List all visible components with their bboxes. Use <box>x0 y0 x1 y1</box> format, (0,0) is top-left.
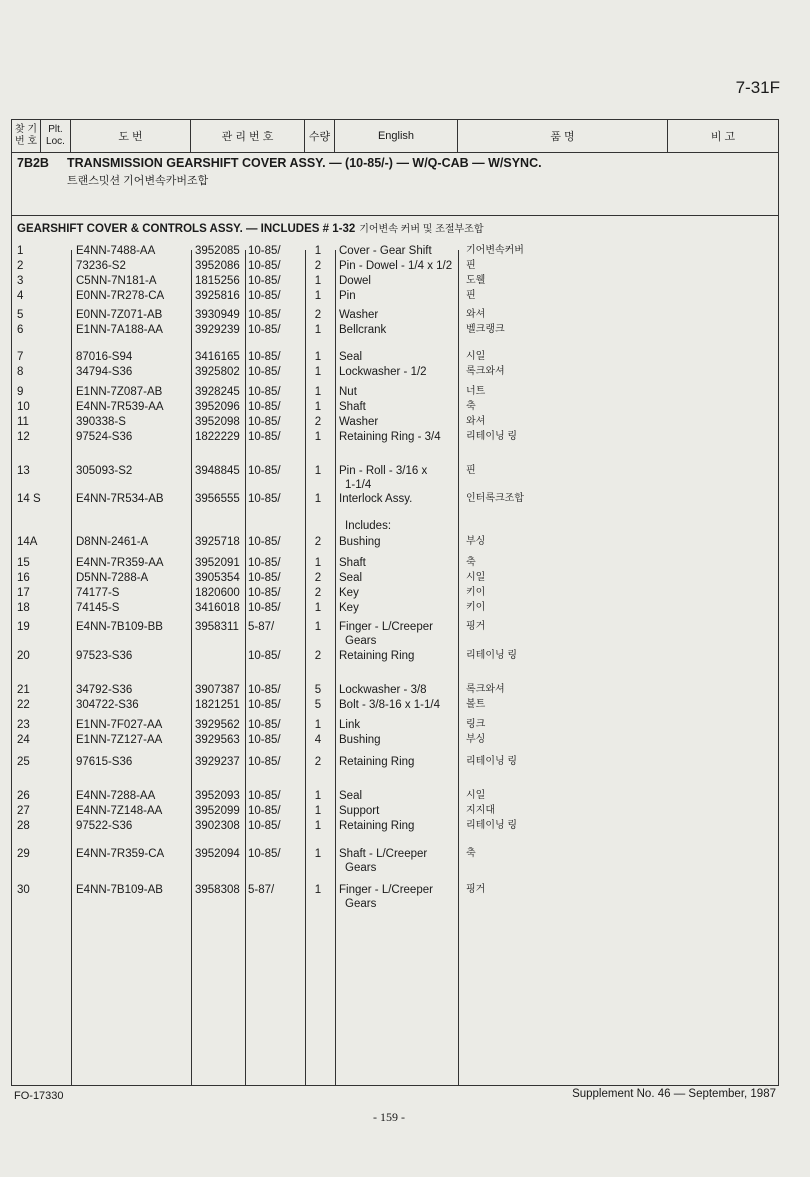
cell-mgmt-no: 3952099 <box>195 805 240 817</box>
cell-korean-name: 핀 <box>466 260 476 271</box>
cell-part-no: 390338-S <box>76 416 126 428</box>
cell-english-name: Pin <box>339 290 356 302</box>
cell-english-name: Cover - Gear Shift <box>339 245 432 257</box>
cell-mgmt-no: 3956555 <box>195 493 240 505</box>
cell-korean-name: 록크와셔 <box>466 684 505 695</box>
cell-english-name: Lockwasher - 3/8 <box>339 684 427 696</box>
cell-index-no: 5 <box>17 309 24 321</box>
cell-qty: 1 <box>314 366 322 378</box>
cell-english-name: Bolt - 3/8-16 x 1-1/4 <box>339 699 440 711</box>
cell-mgmt-no: 3952085 <box>195 245 240 257</box>
cell-date: 5-87/ <box>248 621 275 633</box>
cell-mgmt-no: 3952093 <box>195 790 240 802</box>
cell-english-name: Washer <box>339 416 379 428</box>
cell-mgmt-no: 3925816 <box>195 290 240 302</box>
cell-part-no: 97522-S36 <box>76 820 133 832</box>
cell-mgmt-no: 3929562 <box>195 719 240 731</box>
cell-part-no: E0NN-7Z071-AB <box>76 309 163 321</box>
cell-index-no: 28 <box>17 820 30 832</box>
cell-date: 10-85/ <box>248 734 281 746</box>
cell-index-no: 19 <box>17 621 30 633</box>
cell-mgmt-no: 3952091 <box>195 557 240 569</box>
cell-english-name-cont: Gears <box>345 898 377 910</box>
cell-qty: 1 <box>314 431 322 443</box>
cell-mgmt-no: 3925802 <box>195 366 240 378</box>
assembly-code: 7B2B <box>17 156 49 170</box>
cell-english-name: Bushing <box>339 734 381 746</box>
cell-date: 10-85/ <box>248 351 281 363</box>
cell-mgmt-no: 3416018 <box>195 602 240 614</box>
cell-english-name: Finger - L/Creeper <box>339 621 433 633</box>
header-index-no-line1: 찾 기 <box>14 124 38 135</box>
parts-table <box>11 119 779 1086</box>
cell-mgmt-no: 3902308 <box>195 820 240 832</box>
cell-date: 10-85/ <box>248 309 281 321</box>
cell-index-no: 24 <box>17 734 30 746</box>
cell-qty: 1 <box>314 790 322 802</box>
cell-index-no: 9 <box>17 386 24 398</box>
cell-part-no: 97524-S36 <box>76 431 133 443</box>
cell-korean-name: 리테이닝 링 <box>466 650 518 661</box>
cell-date: 10-85/ <box>248 465 281 477</box>
cell-qty: 4 <box>314 734 322 746</box>
cell-korean-name: 리테이닝 링 <box>466 756 518 767</box>
cell-english-name: Key <box>339 587 359 599</box>
cell-english-name: Includes: <box>345 520 392 532</box>
cell-date: 10-85/ <box>248 805 281 817</box>
cell-mgmt-no: 1822229 <box>195 431 240 443</box>
cell-qty: 2 <box>314 536 322 548</box>
cell-english-name: Shaft <box>339 557 366 569</box>
cell-qty: 1 <box>314 465 322 477</box>
header-index-no-line2: 번 호 <box>14 136 38 147</box>
header-index-no <box>12 120 41 152</box>
header-plt-line2: Loc. <box>46 136 65 147</box>
cell-english-name: Retaining Ring <box>339 756 415 768</box>
cell-index-no: 14A <box>17 536 38 548</box>
cell-part-no: 304722-S36 <box>76 699 139 711</box>
cell-qty: 5 <box>314 699 322 711</box>
header-qty: 수량 <box>305 120 335 152</box>
cell-korean-name: 도웰 <box>466 275 486 286</box>
cell-korean-name: 와셔 <box>466 416 486 427</box>
cell-mgmt-no: 3930949 <box>195 309 240 321</box>
cell-english-name: Pin - Dowel - 1/4 x 1/2 <box>339 260 453 272</box>
cell-date: 10-85/ <box>248 756 281 768</box>
cell-date: 10-85/ <box>248 290 281 302</box>
cell-english-name: Shaft - L/Creeper <box>339 848 428 860</box>
cell-korean-name: 축 <box>466 848 476 859</box>
cell-index-no: 17 <box>17 587 30 599</box>
cell-qty: 1 <box>314 493 322 505</box>
cell-korean-name: 부싱 <box>466 536 486 547</box>
cell-english-name: Dowel <box>339 275 371 287</box>
cell-index-no: 2 <box>17 260 24 272</box>
cell-index-no: 16 <box>17 572 30 584</box>
cell-index-no: 27 <box>17 805 30 817</box>
cell-date: 10-85/ <box>248 557 281 569</box>
cell-korean-name: 인터록크조합 <box>466 493 524 504</box>
cell-date: 10-85/ <box>248 431 281 443</box>
cell-index-no: 25 <box>17 756 30 768</box>
cell-part-no: E1NN-7F027-AA <box>76 719 163 731</box>
cell-qty: 2 <box>314 260 322 272</box>
header-drawing-no: 도 번 <box>71 120 191 152</box>
cell-english-name: Interlock Assy. <box>339 493 413 505</box>
header-mgmt-no: 관 리 번 호 <box>191 120 305 152</box>
cell-index-no: 29 <box>17 848 30 860</box>
cell-part-no: E4NN-7488-AA <box>76 245 156 257</box>
cell-qty: 1 <box>314 848 322 860</box>
cell-qty: 1 <box>314 245 322 257</box>
cell-date: 10-85/ <box>248 324 281 336</box>
cell-korean-name: 핀 <box>466 465 476 476</box>
cell-date: 10-85/ <box>248 848 281 860</box>
assembly-title-english: TRANSMISSION GEARSHIFT COVER ASSY. — (10-85/-) — W/Q-CAB — W/SYNC. <box>67 156 542 170</box>
cell-date: 10-85/ <box>248 401 281 413</box>
cell-korean-name: 기어변속커버 <box>466 245 524 256</box>
section-heading-korean: 기어변속 커버 및 조절부조합 <box>359 224 484 235</box>
cell-mgmt-no: 3952086 <box>195 260 240 272</box>
cell-mgmt-no: 3907387 <box>195 684 240 696</box>
cell-korean-name: 록크와셔 <box>466 366 505 377</box>
cell-index-no: 7 <box>17 351 24 363</box>
cell-english-name: Seal <box>339 790 363 802</box>
cell-index-no: 11 <box>17 416 29 428</box>
assembly-title-korean: 트랜스밋션 기어변속카버조합 <box>67 175 209 187</box>
cell-korean-name: 볼트 <box>466 699 486 710</box>
cell-korean-name: 축 <box>466 557 476 568</box>
cell-korean-name: 핀 <box>466 290 476 301</box>
cell-mgmt-no: 3952096 <box>195 401 240 413</box>
cell-part-no: E1NN-7Z127-AA <box>76 734 163 746</box>
footer-supplement: Supplement No. 46 — September, 1987 <box>572 1088 776 1100</box>
header-english: English <box>335 120 458 152</box>
cell-part-no: E4NN-7R359-AA <box>76 557 164 569</box>
cell-date: 10-85/ <box>248 416 281 428</box>
cell-korean-name: 시일 <box>466 351 486 362</box>
cell-date: 10-85/ <box>248 650 281 662</box>
cell-part-no: C5NN-7N181-A <box>76 275 157 287</box>
cell-index-no: 30 <box>17 884 30 896</box>
cell-part-no: E4NN-7B109-AB <box>76 884 163 896</box>
cell-korean-name: 핑거 <box>466 621 486 632</box>
cell-english-name-cont: Gears <box>345 862 377 874</box>
table-header <box>12 120 778 153</box>
cell-qty: 1 <box>314 351 322 363</box>
cell-part-no: 73236-S2 <box>76 260 126 272</box>
cell-qty: 1 <box>314 820 322 832</box>
cell-part-no: E4NN-7R534-AB <box>76 493 164 505</box>
cell-index-no: 1 <box>17 245 24 257</box>
cell-index-no: 10 <box>17 401 30 413</box>
cell-mgmt-no: 3958308 <box>195 884 240 896</box>
cell-part-no: 305093-S2 <box>76 465 133 477</box>
cell-mgmt-no: 3929563 <box>195 734 240 746</box>
cell-part-no: E4NN-7R359-CA <box>76 848 165 860</box>
cell-korean-name: 시일 <box>466 790 486 801</box>
cell-english-name: Bushing <box>339 536 381 548</box>
cell-english-name: Link <box>339 719 361 731</box>
cell-date: 10-85/ <box>248 699 281 711</box>
cell-korean-name: 시일 <box>466 572 486 583</box>
column-divider <box>458 250 459 1086</box>
cell-date: 10-85/ <box>248 602 281 614</box>
cell-korean-name: 리테이닝 링 <box>466 820 518 831</box>
cell-index-no: 12 <box>17 431 30 443</box>
cell-english-name-cont: Gears <box>345 635 377 647</box>
cell-qty: 1 <box>314 557 322 569</box>
cell-english-name: Lockwasher - 1/2 <box>339 366 427 378</box>
footer-page-number: - 159 - <box>373 1110 405 1124</box>
cell-mgmt-no: 3925718 <box>195 536 240 548</box>
header-plt-line1: Plt. <box>48 124 63 135</box>
cell-index-no: 23 <box>17 719 30 731</box>
cell-part-no: 97615-S36 <box>76 756 133 768</box>
cell-english-name: Seal <box>339 572 363 584</box>
cell-qty: 1 <box>314 290 322 302</box>
cell-part-no: D8NN-2461-A <box>76 536 149 548</box>
cell-part-no: 34792-S36 <box>76 684 133 696</box>
cell-mgmt-no: 3958311 <box>195 621 239 633</box>
cell-mgmt-no: 3416165 <box>195 351 240 363</box>
cell-korean-name: 핑거 <box>466 884 486 895</box>
cell-index-no: 3 <box>17 275 24 287</box>
cell-qty: 1 <box>314 602 322 614</box>
cell-date: 10-85/ <box>248 260 281 272</box>
cell-korean-name: 키이 <box>466 602 486 613</box>
cell-qty: 2 <box>314 756 322 768</box>
cell-english-name: Key <box>339 602 359 614</box>
cell-date: 10-85/ <box>248 790 281 802</box>
cell-date: 10-85/ <box>248 493 281 505</box>
cell-mgmt-no: 1815256 <box>195 275 240 287</box>
cell-qty: 1 <box>314 719 322 731</box>
cell-mgmt-no: 3948845 <box>195 465 240 477</box>
cell-english-name: Support <box>339 805 380 817</box>
section-heading <box>17 220 484 235</box>
cell-qty: 1 <box>314 401 322 413</box>
cell-mgmt-no: 3929237 <box>195 756 240 768</box>
cell-korean-name: 키이 <box>466 587 486 598</box>
cell-korean-name: 축 <box>466 401 476 412</box>
column-divider <box>305 250 306 1086</box>
cell-english-name: Seal <box>339 351 363 363</box>
cell-qty: 1 <box>314 386 322 398</box>
cell-date: 10-85/ <box>248 719 281 731</box>
cell-part-no: 97523-S36 <box>76 650 133 662</box>
column-divider <box>191 250 192 1086</box>
cell-qty: 1 <box>314 324 322 336</box>
cell-english-name: Retaining Ring - 3/4 <box>339 431 441 443</box>
cell-part-no: E1NN-7Z087-AB <box>76 386 163 398</box>
cell-index-no: 21 <box>17 684 30 696</box>
cell-qty: 2 <box>314 587 322 599</box>
cell-date: 10-85/ <box>248 820 281 832</box>
cell-english-name: Retaining Ring <box>339 650 415 662</box>
cell-qty: 1 <box>314 884 322 896</box>
cell-date: 10-85/ <box>248 245 281 257</box>
cell-date: 10-85/ <box>248 366 281 378</box>
cell-korean-name: 너트 <box>466 386 486 397</box>
cell-korean-name: 부싱 <box>466 734 486 745</box>
cell-korean-name: 와셔 <box>466 309 486 320</box>
cell-qty: 2 <box>314 650 322 662</box>
cell-mgmt-no: 1820600 <box>195 587 240 599</box>
cell-index-no: 13 <box>17 465 30 477</box>
column-divider <box>335 250 336 1086</box>
cell-qty: 2 <box>314 309 322 321</box>
column-divider <box>71 250 72 1086</box>
cell-english-name-cont: 1-1/4 <box>345 479 372 491</box>
cell-date: 10-85/ <box>248 386 281 398</box>
cell-part-no: 34794-S36 <box>76 366 133 378</box>
header-remarks: 비 고 <box>710 131 736 143</box>
cell-qty: 1 <box>314 275 322 287</box>
cell-index-no: 26 <box>17 790 30 802</box>
assembly-title-box <box>12 152 778 216</box>
cell-part-no: E4NN-7Z148-AA <box>76 805 163 817</box>
cell-english-name: Shaft <box>339 401 366 413</box>
cell-mgmt-no: 3929239 <box>195 324 240 336</box>
cell-qty: 2 <box>314 416 322 428</box>
column-divider <box>245 250 246 1086</box>
cell-part-no: 87016-S94 <box>76 351 133 363</box>
cell-mgmt-no: 3952094 <box>195 848 240 860</box>
cell-date: 10-85/ <box>248 684 281 696</box>
cell-english-name: Washer <box>339 309 379 321</box>
cell-index-no: 22 <box>17 699 30 711</box>
header-name: 품 명 <box>458 120 668 152</box>
footer-form-no: FO-17330 <box>14 1090 64 1102</box>
header-plt-loc <box>41 120 71 152</box>
cell-part-no: E4NN-7R539-AA <box>76 401 164 413</box>
assembly-title <box>17 156 542 170</box>
cell-english-name: Bellcrank <box>339 324 387 336</box>
cell-part-no: E4NN-7B109-BB <box>76 621 163 633</box>
cell-mgmt-no: 1821251 <box>195 699 240 711</box>
cell-korean-name: 리테이닝 링 <box>466 431 518 442</box>
cell-mgmt-no: 3905354 <box>195 572 240 584</box>
cell-index-no: 4 <box>17 290 24 302</box>
cell-english-name: Nut <box>339 386 357 398</box>
cell-korean-name: 벨크랭크 <box>466 324 505 335</box>
section-heading-english: GEARSHIFT COVER & CONTROLS ASSY. — INCLUDES # 1-32 <box>17 223 356 235</box>
cell-qty: 2 <box>314 572 322 584</box>
cell-mgmt-no: 3952098 <box>195 416 240 428</box>
cell-mgmt-no: 3928245 <box>195 386 240 398</box>
cell-english-name: Pin - Roll - 3/16 x <box>339 465 428 477</box>
cell-date: 10-85/ <box>248 275 281 287</box>
cell-korean-name: 링크 <box>466 719 486 730</box>
cell-date: 10-85/ <box>248 572 281 584</box>
cell-english-name: Retaining Ring <box>339 820 415 832</box>
page-reference: 7-31F <box>735 78 780 97</box>
cell-date: 10-85/ <box>248 587 281 599</box>
cell-english-name: Finger - L/Creeper <box>339 884 433 896</box>
cell-date: 10-85/ <box>248 536 281 548</box>
cell-part-no: E4NN-7288-AA <box>76 790 156 802</box>
cell-qty: 5 <box>314 684 322 696</box>
cell-part-no: 74145-S <box>76 602 120 614</box>
cell-part-no: E0NN-7R278-CA <box>76 290 165 302</box>
cell-index-no: 15 <box>17 557 30 569</box>
cell-qty: 1 <box>314 621 322 633</box>
cell-index-no: 14 S <box>17 493 41 505</box>
cell-index-no: 8 <box>17 366 24 378</box>
cell-index-no: 18 <box>17 602 30 614</box>
cell-part-no: E1NN-7A188-AA <box>76 324 163 336</box>
cell-date: 5-87/ <box>248 884 275 896</box>
cell-qty: 1 <box>314 805 322 817</box>
cell-index-no: 20 <box>17 650 30 662</box>
cell-part-no: 74177-S <box>76 587 120 599</box>
cell-index-no: 6 <box>17 324 24 336</box>
cell-part-no: D5NN-7288-A <box>76 572 149 584</box>
cell-korean-name: 지지대 <box>466 805 495 816</box>
